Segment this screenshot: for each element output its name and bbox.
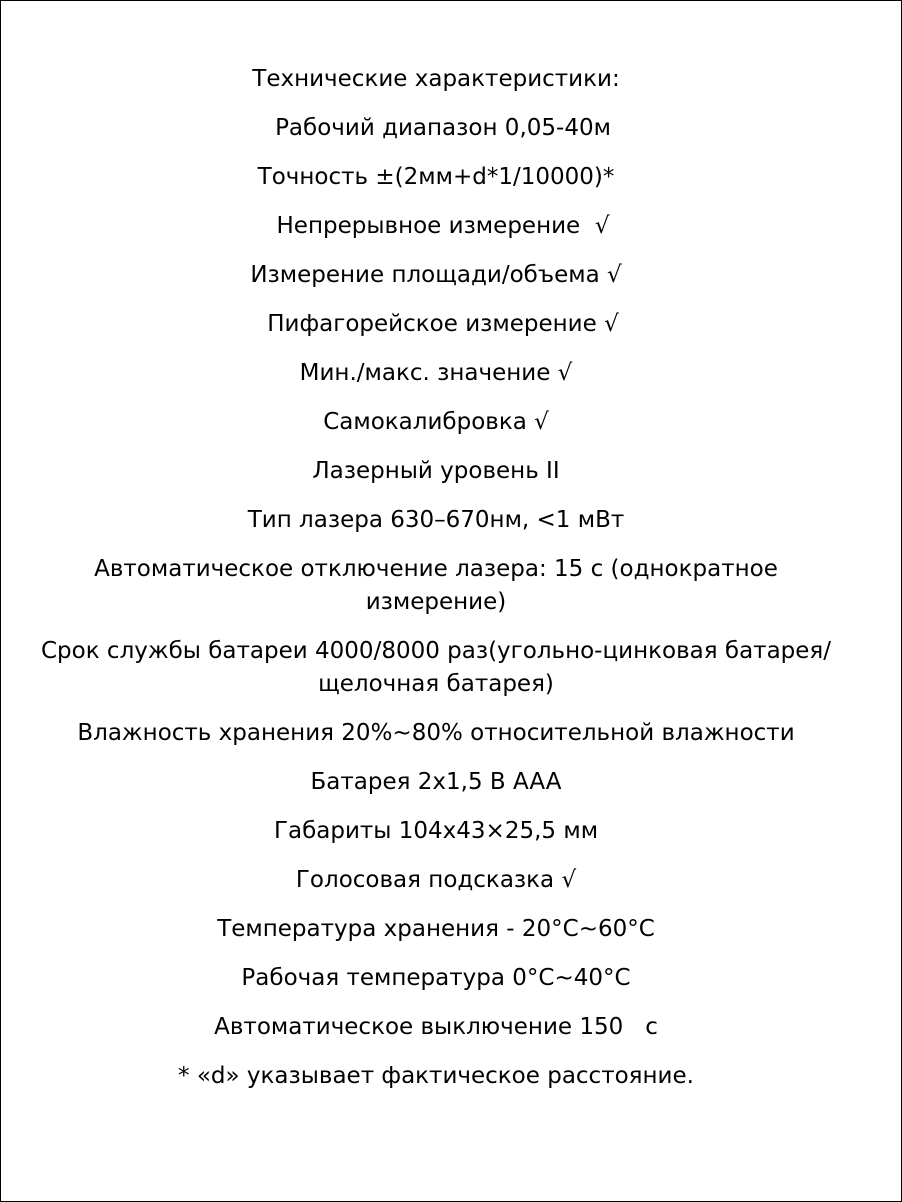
spec-working-range: Рабочий диапазон 0,05-40м (275, 115, 611, 141)
spec-min-max-value: Мин./макс. значение √ (299, 360, 573, 386)
spec-dimensions: Габариты 104x43×25,5 мм (273, 818, 599, 844)
spec-auto-power-off: Автоматическое выключение 150 с (214, 1014, 658, 1040)
spec-storage-humidity: Влажность хранения 20%~80% относительной влажности (77, 720, 795, 746)
spec-voice-prompt: Голосовая подсказка √ (295, 867, 577, 893)
spec-laser-auto-off: Автоматическое отключение лазера: 15 с (однократное измерение) (94, 556, 786, 615)
spec-continuous-measurement: Непрерывное измерение √ (276, 213, 610, 239)
spec-laser-type: Тип лазера 630–670нм, <1 мВт (247, 507, 625, 533)
spec-storage-temperature: Температура хранения - 20°C~60°C (217, 916, 655, 942)
specifications-list (21, 63, 851, 1109)
spec-heading: Технические характеристики: (252, 66, 620, 92)
spec-battery: Батарея 2х1,5 В AAA (310, 769, 562, 795)
spec-area-volume-measurement: Измерение площади/объема √ (250, 262, 622, 288)
spec-laser-class: Лазерный уровень II (312, 458, 560, 484)
spec-accuracy: Точность ±(2мм+d*1/10000)* (257, 164, 615, 190)
spec-pythagorean-measurement: Пифагорейское измерение √ (267, 311, 619, 337)
spec-battery-life: Срок службы батареи 4000/8000 раз(угольно-цинковая батарея/щелочная батарея) (40, 638, 831, 697)
spec-self-calibration: Самокалибровка √ (323, 409, 549, 435)
spec-footnote: * «d» указывает фактическое расстояние. (178, 1063, 694, 1089)
spec-operating-temperature: Рабочая температура 0°C~40°C (241, 965, 631, 991)
